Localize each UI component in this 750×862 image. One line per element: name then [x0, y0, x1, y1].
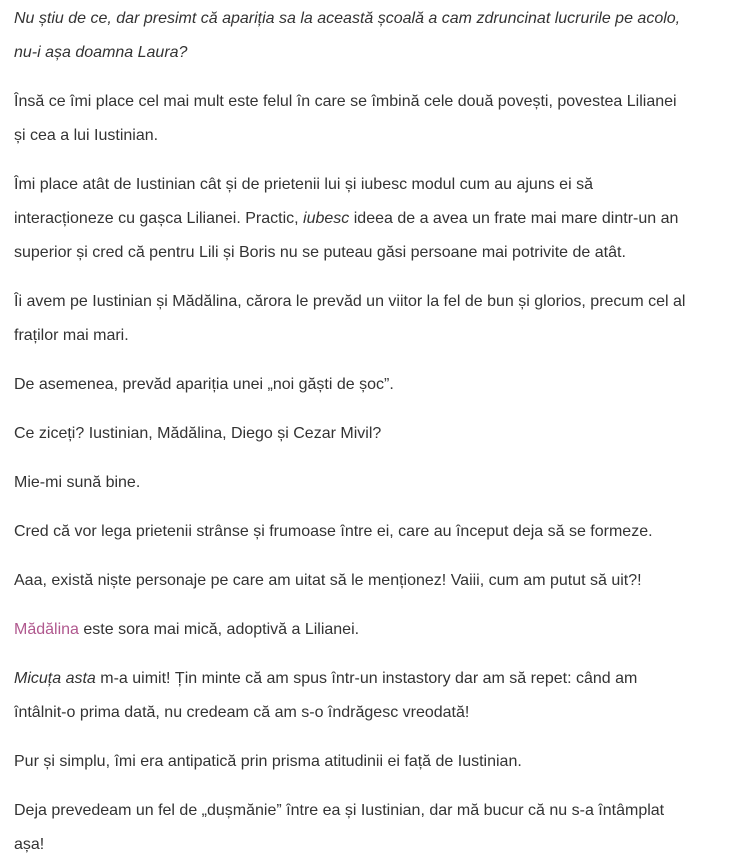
paragraph — [14, 794, 736, 862]
text-line — [14, 202, 736, 236]
text-line — [14, 368, 736, 402]
text-line — [14, 466, 736, 500]
text-line — [14, 2, 736, 36]
text-line — [14, 119, 736, 153]
text-run: întâlnit-o prima dată, nu credeam că am s-o îndrăgesc vreodată! — [14, 704, 470, 721]
paragraph — [14, 168, 736, 270]
text-run: ideea de a avea un frate mai mare dintr-un an — [349, 210, 679, 227]
madalina-link[interactable]: Mădălina — [14, 621, 79, 638]
paragraph — [14, 285, 736, 353]
text-run: fraților mai mari. — [14, 327, 129, 344]
paragraph — [14, 515, 736, 549]
text-line — [14, 745, 736, 779]
text-run: Cred că vor lega prietenii strânse și frumoase între ei, care au început deja să se formeze. — [14, 523, 653, 540]
paragraph — [14, 417, 736, 451]
paragraph — [14, 2, 736, 70]
text-line — [14, 515, 736, 549]
text-line — [14, 613, 736, 647]
text-line — [14, 168, 736, 202]
text-run: Deja prevedeam un fel de „dușmănie” între ea și Iustinian, dar mă bucur că nu s-a întâmplat — [14, 802, 665, 819]
text-line — [14, 794, 736, 828]
text-run: așa! — [14, 836, 45, 853]
text-run: Îmi place atât de Iustinian cât și de prietenii lui și iubesc modul cum au ajuns ei să — [14, 176, 593, 193]
text-line — [14, 564, 736, 598]
text-line — [14, 417, 736, 451]
text-run: superior și cred că pentru Lili și Boris nu se puteau găsi persoane mai potrivite de atât. — [14, 244, 626, 261]
text-line — [14, 36, 736, 70]
text-line — [14, 285, 736, 319]
text-run: Ce ziceți? Iustinian, Mădălina, Diego și Cezar Mivil? — [14, 425, 382, 442]
text-run: Aaa, există niște personaje pe care am uitat să le menționez! Vaiii, cum am putut să uit?! — [14, 572, 642, 589]
text-run: Mie-mi sună bine. — [14, 474, 141, 491]
paragraph — [14, 466, 736, 500]
text-line — [14, 828, 736, 862]
text-run: Însă ce îmi place cel mai mult este felul în care se îmbină cele două povești, povestea Lilianei — [14, 93, 677, 110]
text-run: este sora mai mică, adoptivă a Lilianei. — [78, 621, 360, 638]
text-run: m-a uimit! Țin minte că am spus într-un instastory dar am să repet: când am — [95, 670, 638, 687]
text-run: Îi avem pe Iustinian și Mădălina, cărora le prevăd un viitor la fel de bun și glorios, precum cel al — [14, 293, 686, 310]
paragraph — [14, 564, 736, 598]
text-line — [14, 696, 736, 730]
text-line — [14, 662, 736, 696]
paragraph — [14, 85, 736, 153]
text-line — [14, 85, 736, 119]
paragraph — [14, 745, 736, 779]
italic-text: Nu știu de ce, dar presimt că apariția sa la această școală a cam zdruncinat lucrurile pe acolo, — [14, 10, 681, 27]
text-run: interacționeze cu gașca Lilianei. Practic, — [14, 210, 304, 227]
text-run: și cea a lui Iustinian. — [14, 127, 159, 144]
text-run: Pur și simplu, îmi era antipatică prin prisma atitudinii ei față de Iustinian. — [14, 753, 522, 770]
text-line — [14, 319, 736, 353]
paragraph — [14, 613, 736, 647]
italic-text: Micuța asta — [14, 670, 96, 687]
text-run: De asemenea, prevăd apariția unei „noi găști de șoc”. — [14, 376, 394, 393]
paragraph — [14, 368, 736, 402]
text-line — [14, 236, 736, 270]
paragraph — [14, 662, 736, 730]
italic-text: nu-i așa doamna Laura? — [14, 44, 188, 61]
italic-text: iubesc — [303, 210, 350, 227]
